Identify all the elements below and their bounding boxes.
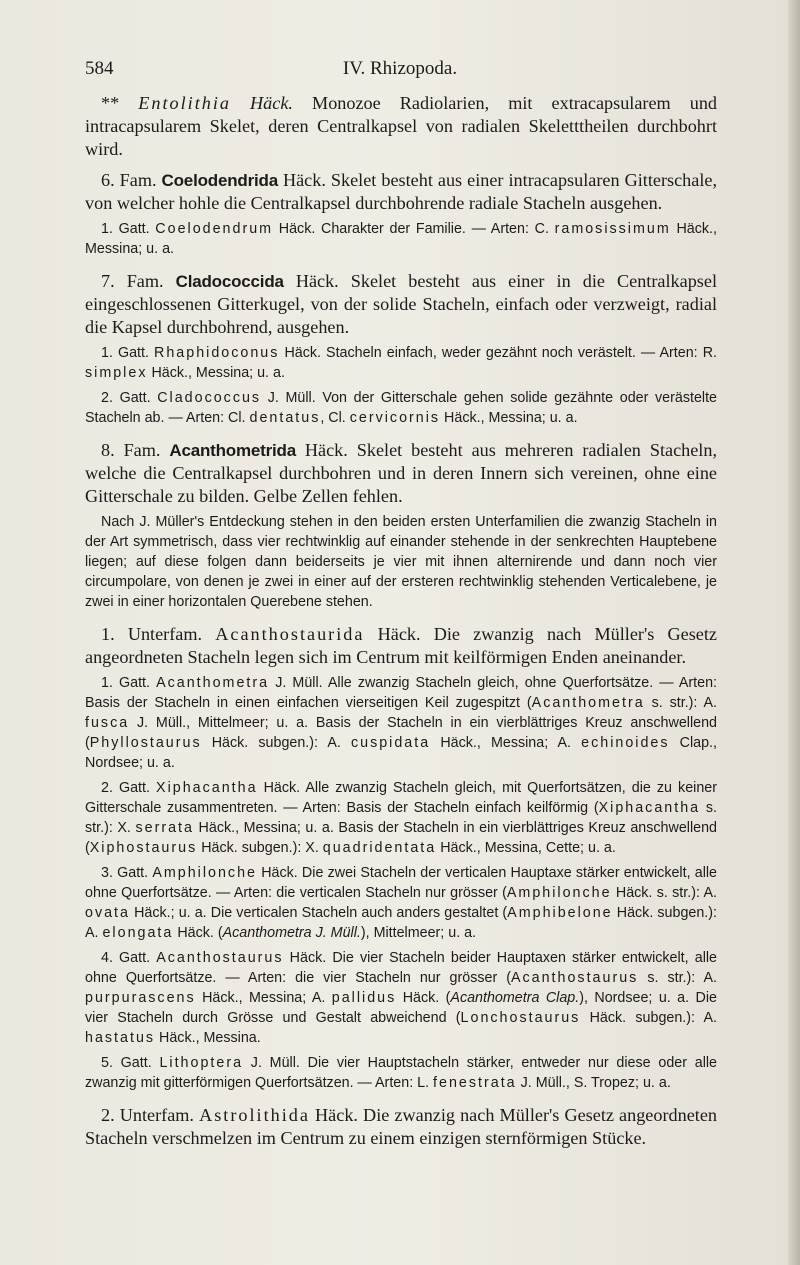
genus-text: s. str.): A. (638, 970, 717, 986)
genus-lithoptera (85, 1053, 717, 1093)
family-number: 6. Fam. (101, 170, 162, 190)
genus-text: Häck. Alle zwanzig Stacheln gleich, mit Querfortsätzen, die zu keiner Gitterschale zusammentreten. — Arten: Basis der Stacheln einfach keilförmig ( (85, 780, 717, 816)
genus-text-end: J. Müll., S. Tropez; u. a. (516, 1075, 671, 1091)
group-authority: Häck. (231, 93, 293, 113)
page-header (85, 58, 715, 82)
genus-cladococcus (85, 388, 717, 428)
synonym-reference: Acanthometra J. Müll. (222, 925, 361, 941)
species-name: elongata (102, 925, 174, 941)
family-name: Cladococcida (175, 272, 284, 291)
species-name: hastatus (85, 1030, 156, 1046)
subgenus-name: Xiphacantha (598, 800, 701, 816)
species-name: ovata (85, 905, 130, 921)
genus-text: Häck. ( (173, 925, 223, 941)
genus-number: 2. Gatt. (101, 780, 157, 796)
genus-name: Xiphacantha (156, 780, 258, 796)
subgenus-name: Acanthometra (531, 695, 645, 711)
genus-name: Acanthometra (156, 675, 270, 691)
page-body (85, 92, 717, 1158)
genus-number: 2. Gatt. (101, 390, 158, 406)
subfamily-number: 2. Unterfam. (101, 1105, 200, 1125)
genus-coelodendrum (85, 219, 717, 259)
species-name: echinoides (581, 735, 670, 751)
species-name: dentatus (249, 410, 321, 426)
subfamily-name: Acanthostaurida (215, 624, 365, 644)
subfamily-number: 1. Unterfam. (101, 624, 216, 644)
genus-text: Häck. subgen.): A. (580, 1010, 717, 1026)
genus-text-end: Häck., Messina; u. a. (85, 221, 717, 257)
genus-text: J. Müll., Mittelmeer; u. a. Basis der Stacheln in ein vierblättriges Kreuz anschwellend ( (85, 715, 717, 751)
genus-text: Häck. Die zwei Stacheln der verticalen Hauptaxe stärker entwickelt, alle ohne Querfortsätze. — Arten: die verticalen Stacheln nur grösser ( (85, 865, 718, 901)
star-marker: ** (101, 93, 139, 113)
subgenus-name: Xiphostaurus (89, 840, 198, 856)
genus-number: 1. Gatt. (101, 675, 157, 691)
species-name: cervicornis (349, 410, 441, 426)
genus-text: Häck., Messina; A. (430, 735, 582, 751)
genus-text: Häck.; u. a. Die verticalen Stacheln auch anders gestaltet ( (129, 905, 508, 921)
family-6-paragraph (85, 169, 717, 215)
genus-text: Häck. subgen.): A. (85, 905, 717, 941)
genus-xiphacantha (85, 778, 717, 858)
subfamily-description: Häck. Die zwanzig nach Müller's Gesetz angeordneten Stacheln legen sich im Centrum mit keilförmigen Enden aneinander. (85, 624, 717, 667)
family-description: Häck. Skelet besteht aus einer intracapsularen Gitterschale, von welcher hohle die Centralkapsel durchbohrende radiale Stacheln ausgehen. (85, 170, 717, 213)
species-name: quadridentata (322, 840, 437, 856)
genus-text-end: Häck., Messina, Cette; u. a. (436, 840, 616, 856)
species-name: fusca (85, 715, 130, 731)
species-name: pallidus (331, 990, 397, 1006)
genus-text-end: Häck., Messina. (155, 1030, 261, 1046)
subfamily-name: Astrolithida (199, 1105, 310, 1125)
genus-text: Häck. Charakter der Familie. — Arten: C. (273, 221, 555, 237)
subgenus-name: Acanthostaurus (510, 970, 639, 986)
species-name: purpurascens (85, 990, 196, 1006)
species-name: ramosissimum (554, 221, 671, 237)
genus-text: J. Müll. Die vier Hauptstacheln stärker, entweder nur diese oder alle zwanzig mit gitterförmigen Querfortsätzen. — Arten: L. (85, 1055, 717, 1091)
synonym-reference: Acanthometra Clap. (450, 990, 580, 1006)
genus-number: 4. Gatt. (101, 950, 157, 966)
genus-name: Acanthostaurus (156, 950, 284, 966)
running-head: IV. Rhizopoda. (342, 58, 458, 79)
genus-text: Häck. subgen.): A. (201, 735, 351, 751)
genus-number: 1. Gatt. (101, 345, 155, 361)
family-name: Coelodendrida (161, 171, 278, 190)
genus-number: 5. Gatt. (101, 1055, 160, 1071)
subgenus-name: Phyllostaurus (89, 735, 202, 751)
genus-name: Amphilonche (152, 865, 257, 881)
subgenus-name: Amphilonche (506, 885, 612, 901)
species-name: cuspidata (350, 735, 431, 751)
genus-text: s. str.): X. (85, 800, 717, 836)
genus-text: ), Nordsee; u. a. Die vier Stacheln durch Grösse und Gestalt abweichend ( (85, 990, 717, 1026)
page-number: 584 (85, 58, 114, 79)
family-8-note: Nach J. Müller's Entdeckung stehen in den beiden ersten Unterfamilien die zwanzig Stacheln in der Art symmetrisch, dass vier rechtwinklig auf einander stehende in der senkrechten Hauptebene liegen; auf diese folgen dann beiderseits je vier mit ihnen alternirende und dann noch vier circumpolare, von denen je zwei in einer auf der ersteren rechtwinklig stehenden Verticalebene, je zwei in einer horizontalen Querebene stehen. (85, 514, 717, 610)
genus-text-end: Häck., Messina; u. a. (440, 410, 578, 426)
genus-text: J. Müll. Alle zwanzig Stacheln gleich, ohne Querfortsätze. — Arten: Basis der Stacheln in einen einfachen vierseitigen Keil zugespitzt ( (85, 675, 717, 711)
genus-text-end: Häck., Messina; u. a. (147, 365, 285, 381)
genus-text: Häck., Messina; A. (195, 990, 332, 1006)
family-8-paragraph (85, 439, 717, 508)
genus-acanthometra (85, 673, 717, 773)
subfamily-1-paragraph (85, 623, 717, 669)
genus-text: Häck. subgen.): X. (197, 840, 323, 856)
species-name: fenestrata (433, 1075, 517, 1091)
group-description: Monozoe Radiolarien, mit extracapsularem und intracapsularem Skelet, deren Centralkapsel von radialen Skeletttheilen durchbohrt wird. (85, 93, 718, 159)
genus-text: Häck. s. str.): A. (611, 885, 717, 901)
subgenus-name: Amphibelone (507, 905, 613, 921)
species-name: simplex (85, 365, 148, 381)
family-7-paragraph (85, 270, 717, 339)
genus-text: Häck. Die vier Stacheln beider Hauptaxen stärker entwickelt, alle ohne Querfortsätze. — Arten: die vier Stacheln nur grösser ( (85, 950, 718, 986)
genus-text-end: ), Mittelmeer; u. a. (360, 925, 477, 941)
genus-number: 3. Gatt. (101, 865, 153, 881)
genus-rhaphidoconus (85, 343, 717, 383)
family-name: Acanthometrida (169, 441, 296, 460)
subgenus-name: Lonchostaurus (460, 1010, 581, 1026)
genus-text: Häck. ( (396, 990, 451, 1006)
genus-text: J. Müll. Von der Gitterschale gehen solide gezähnte oder verästelte Stacheln ab. — Arten: Cl. (85, 390, 717, 426)
genus-number: 1. Gatt. (101, 221, 156, 237)
subfamily-description: Häck. Die zwanzig nach Müller's Gesetz angeordneten Stacheln verschmelzen im Centrum zu einem einzigen sternförmigen Stücke. (85, 1105, 718, 1148)
genus-text: , Cl. (320, 410, 350, 426)
genus-text: s. str.): A. (644, 695, 717, 711)
group-name: Entolithia (138, 93, 231, 113)
species-name: serrata (135, 820, 194, 836)
family-description: Häck. Skelet besteht aus einer in die Centralkapsel eingeschlossenen Gitterkugel, von der solide Stacheln, einfach oder verzweigt, radial die Kapsel durchbohrend, ausgehen. (85, 271, 717, 337)
book-gutter (788, 0, 800, 1265)
entolithia-paragraph (85, 92, 717, 161)
genus-name: Lithoptera (159, 1055, 244, 1071)
genus-text-end: Clap., Nordsee; u. a. (85, 735, 717, 771)
subfamily-2-paragraph (85, 1104, 717, 1150)
genus-text: Häck., Messina; u. a. Basis der Stacheln in ein vierblättriges Kreuz anschwellend ( (85, 820, 717, 856)
family-number: 8. Fam. (101, 440, 170, 460)
genus-text: Häck. Stacheln einfach, weder gezähnt noch verästelt. — Arten: R. (279, 345, 717, 361)
family-description: Häck. Skelet besteht aus mehreren radialen Stacheln, welche die Centralkapsel durchbohren und in deren Innern sich vereinen, ohne eine Gitterschale zu bilden. Gelbe Zellen fehlen. (85, 440, 717, 506)
genus-name: Cladococcus (157, 390, 262, 406)
genus-amphilonche (85, 863, 717, 943)
family-number: 7. Fam. (101, 271, 176, 291)
genus-acanthostaurus (85, 948, 717, 1048)
genus-name: Coelodendrum (155, 221, 274, 237)
genus-name: Rhaphidoconus (154, 345, 280, 361)
